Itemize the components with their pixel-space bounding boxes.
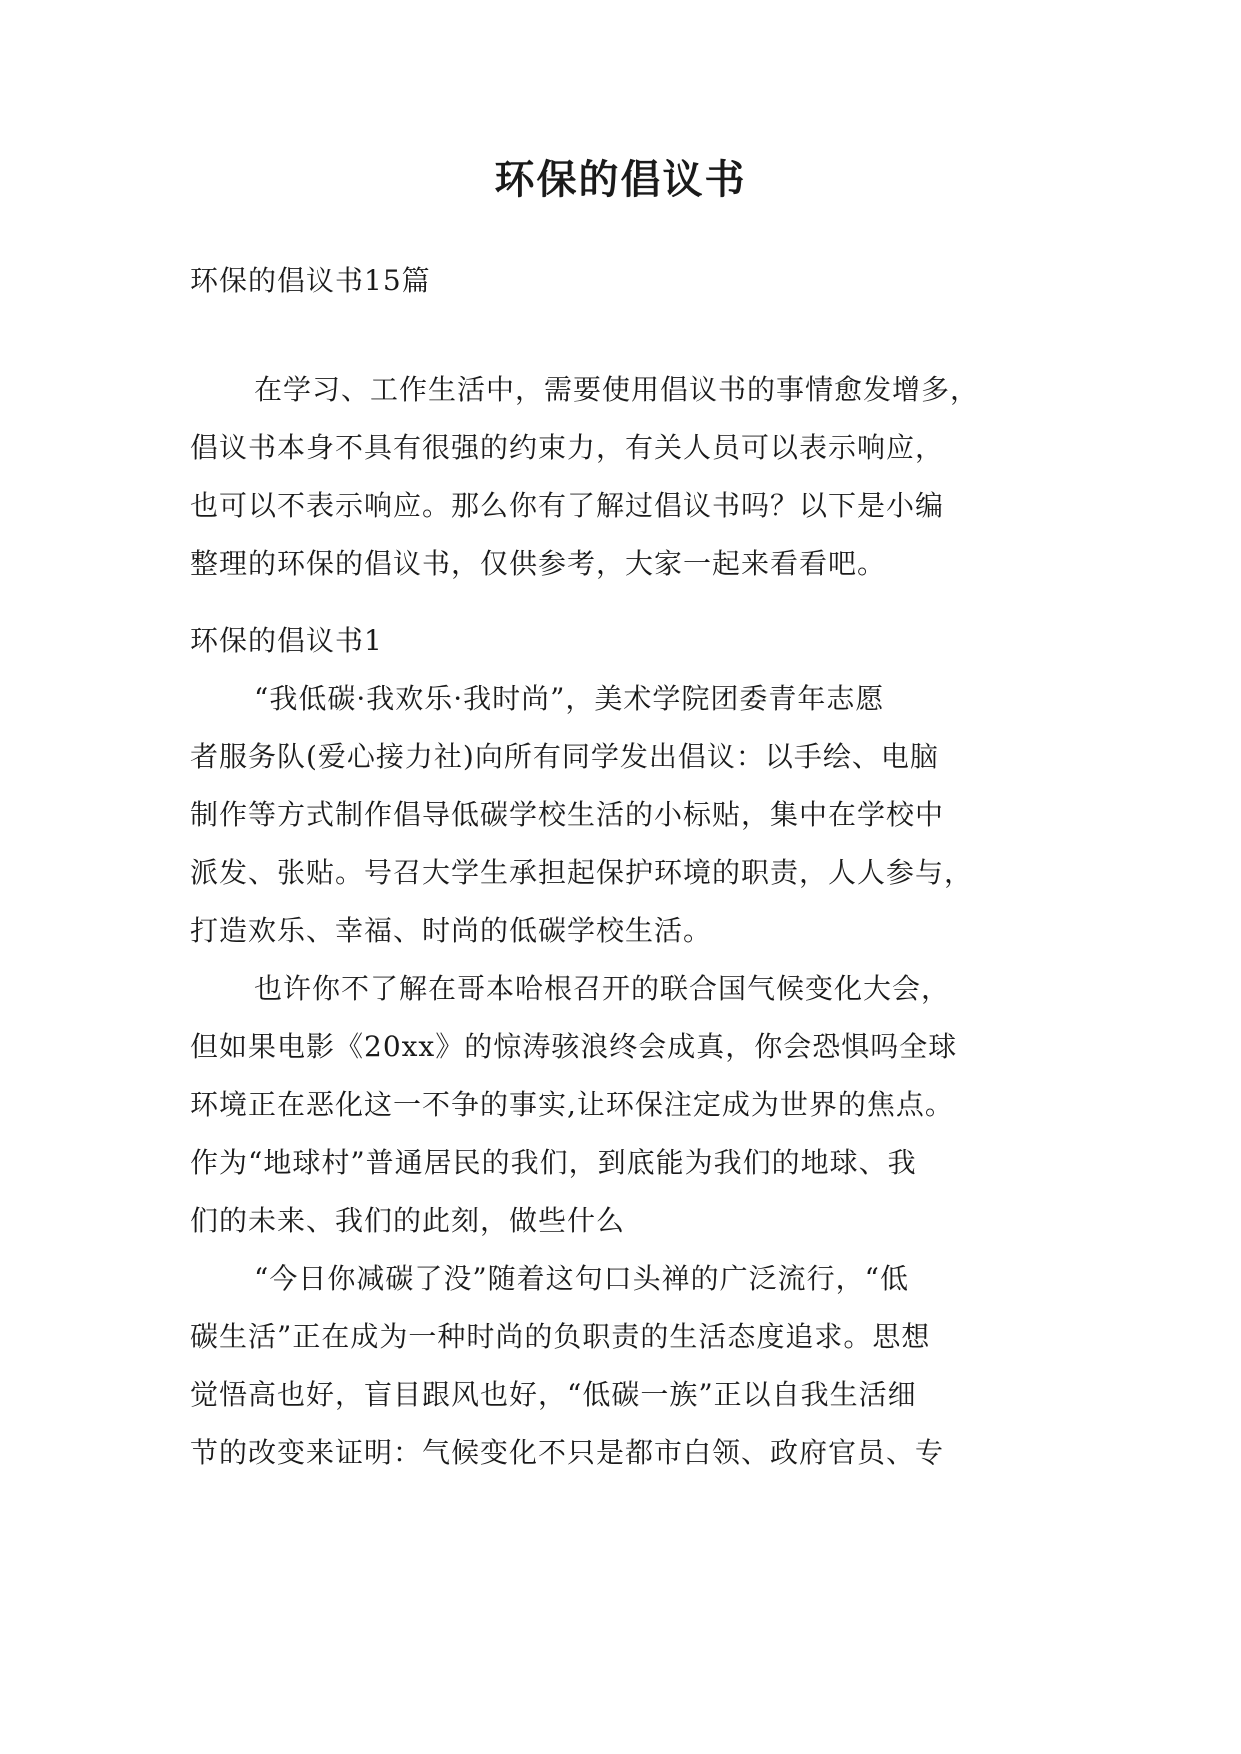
paragraph-line: 们的未来、我们的此刻，做些什么: [190, 1204, 626, 1237]
body-paragraph-3: [190, 1250, 1070, 1482]
body-paragraph-2: [190, 960, 1070, 1250]
paragraph-line: “今日你减碳了没”随着这句口头禅的广泛流行，“低: [254, 1262, 909, 1295]
intro-line: 倡议书本身不具有很强的约束力，有关人员可以表示响应，: [190, 431, 945, 464]
paragraph-line: 制作等方式制作倡导低碳学校生活的小标贴，集中在学校中: [190, 798, 945, 831]
paragraph-line: 打造欢乐、幸福、时尚的低碳学校生活。: [190, 914, 713, 947]
paragraph-line: 觉悟高也好，盲目跟风也好，“低碳一族”正以自我生活细: [190, 1378, 917, 1411]
body-paragraph-1: [190, 670, 1070, 960]
intro-line: 在学习、工作生活中，需要使用倡议书的事情愈发增多，: [254, 373, 980, 406]
paragraph-line: 者服务队(爱心接力社)向所有同学发出倡议：以手绘、电脑: [190, 740, 939, 773]
paragraph-line: 碳生活”正在成为一种时尚的负职责的生活态度追求。思想: [190, 1320, 931, 1353]
paragraph-line: “我低碳·我欢乐·我时尚”，美术学院团委青年志愿: [254, 682, 885, 715]
paragraph-line: 环境正在恶化这一不争的事实,让环保注定成为世界的焦点。: [190, 1088, 954, 1121]
document-subtitle: 环保的倡议书15篇: [190, 264, 431, 297]
paragraph-line: 但如果电影《20xx》的惊涛骇浪终会成真，你会恐惧吗全球: [190, 1030, 958, 1063]
paragraph-line: 也许你不了解在哥本哈根召开的联合国气候变化大会，: [254, 972, 951, 1005]
section-heading: 环保的倡议书1: [190, 624, 383, 657]
paragraph-line: 派发、张贴。号召大学生承担起保护环境的职责，人人参与，: [190, 856, 974, 889]
intro-line: 也可以不表示响应。那么你有了解过倡议书吗？以下是小编: [190, 489, 945, 522]
intro-paragraph: [190, 361, 1070, 593]
paragraph-line: 作为“地球村”普通居民的我们，到底能为我们的地球、我: [190, 1146, 917, 1179]
document-title: 环保的倡议书: [494, 157, 747, 203]
paragraph-line: 节的改变来证明：气候变化不只是都市白领、政府官员、专: [190, 1436, 945, 1469]
intro-line: 整理的环保的倡议书，仅供参考，大家一起来看看吧。: [190, 547, 887, 580]
